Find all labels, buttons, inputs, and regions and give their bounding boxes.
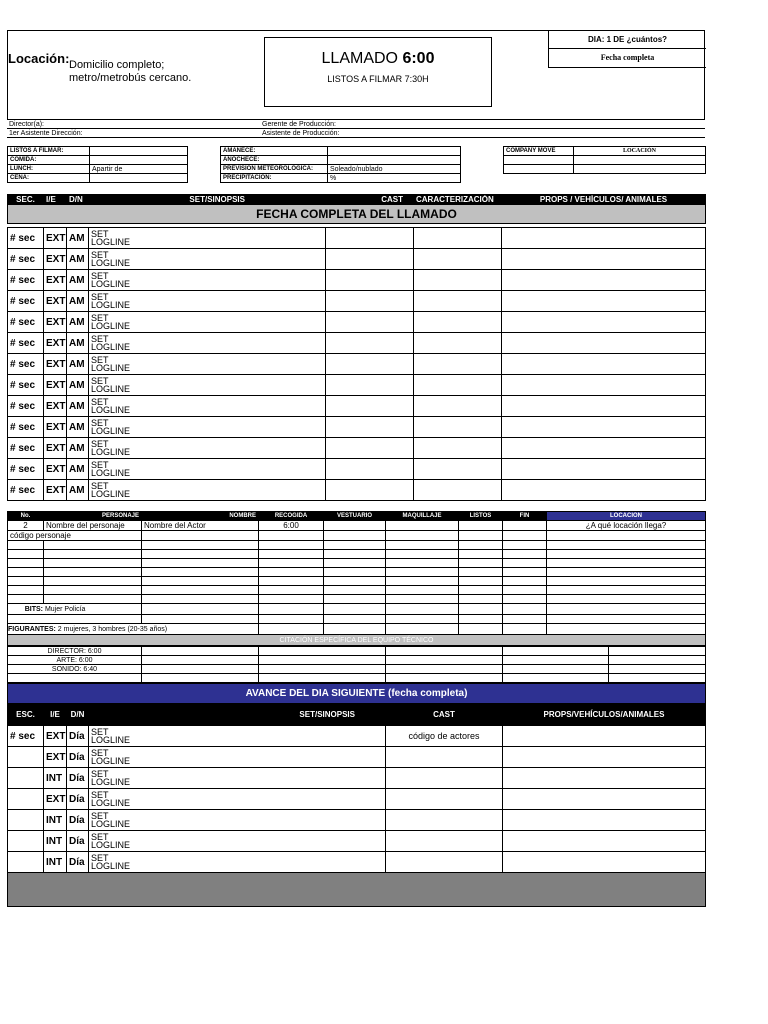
- scenes-banner: FECHA COMPLETA DEL LLAMADO: [8, 205, 706, 224]
- meal-label: COMIDA:: [8, 156, 90, 165]
- scene-sec: # sec: [8, 312, 44, 333]
- meal-times-table: [7, 146, 188, 183]
- next-scene-set: SET: [91, 853, 109, 863]
- sunset-label: ANOCHECE:: [221, 156, 328, 165]
- scene-row: [8, 459, 706, 480]
- scene-logline: LOGLINE: [91, 447, 131, 457]
- next-scene-props: [503, 831, 706, 852]
- tech-row: [8, 656, 706, 665]
- scene-synopsis: [89, 228, 326, 249]
- extras-value: 2 mujeres, 3 hombres (20-35 años): [57, 625, 168, 633]
- next-scene-props: [503, 747, 706, 768]
- next-scene-cast: [386, 789, 503, 810]
- scene-logline: LOGLINE: [91, 342, 131, 352]
- bits-label: BITS:: [24, 605, 43, 613]
- next-scene-ie: EXT: [44, 789, 67, 810]
- next-rows: [8, 726, 706, 873]
- extras-row: [8, 624, 706, 635]
- scene-cast: [326, 228, 414, 249]
- scene-props: [502, 417, 706, 438]
- next-scene-set: SET: [91, 769, 109, 779]
- next-scene-sec: [8, 747, 44, 768]
- call-title: [265, 50, 491, 68]
- next-scene-row: [8, 726, 706, 747]
- scene-makeup: [414, 312, 502, 333]
- next-col-cast: CAST: [386, 704, 503, 726]
- next-scene-synopsis: [89, 726, 386, 747]
- scene-sec: # sec: [8, 270, 44, 291]
- date-label: Fecha completa: [600, 53, 655, 62]
- next-scene-ie: INT: [44, 810, 67, 831]
- next-scene-set: SET: [91, 832, 109, 842]
- director-label: Director(a):: [7, 120, 260, 129]
- scene-makeup: [414, 291, 502, 312]
- cast-empty-row: [8, 541, 706, 550]
- scene-props: [502, 249, 706, 270]
- next-scene-cast: código de actores: [386, 726, 503, 747]
- col-dn: D/N: [67, 195, 89, 205]
- next-scene-set: SET: [91, 748, 109, 758]
- scene-cast: [326, 291, 414, 312]
- location-line-2: metro/metrobús cercano.: [69, 72, 192, 84]
- lunch-label: LUNCH:: [8, 165, 90, 174]
- scene-dn: AM: [67, 312, 89, 333]
- cast-empty-row: [8, 559, 706, 568]
- cast-table: [7, 511, 706, 646]
- scene-set: SET: [91, 418, 109, 428]
- scene-row: [8, 375, 706, 396]
- next-scene-set: SET: [91, 727, 109, 737]
- next-scene-sec: [8, 810, 44, 831]
- next-scene-sec: [8, 768, 44, 789]
- scene-set: SET: [91, 355, 109, 365]
- scene-row: [8, 291, 706, 312]
- scene-cast: [326, 480, 414, 501]
- scene-dn: AM: [67, 354, 89, 375]
- next-scene-synopsis: [89, 810, 386, 831]
- cast-empty-row: [8, 550, 706, 559]
- cast-col-wardrobe: VESTUARIO: [324, 512, 386, 521]
- cast-code-row: [8, 531, 706, 541]
- scene-cast: [326, 333, 414, 354]
- forecast-label: PREVISIÓN METEOROLÓGICA:: [221, 165, 328, 174]
- scene-ie: EXT: [44, 228, 67, 249]
- scene-row: [8, 270, 706, 291]
- scene-logline: LOGLINE: [91, 279, 131, 289]
- scenes-table: [7, 194, 706, 501]
- scene-set: SET: [91, 313, 109, 323]
- scenes-banner-row: [8, 205, 706, 224]
- scene-props: [502, 333, 706, 354]
- production-assistant-label: Asistente de Producción:: [260, 129, 705, 138]
- next-scene-logline: LOGLINE: [91, 840, 131, 850]
- next-col-props: PROPS/VEHÍCULOS/ANIMALES: [503, 704, 706, 726]
- scene-cast: [326, 438, 414, 459]
- day-box: [548, 31, 706, 68]
- bits-row: [8, 604, 706, 615]
- call-title-prefix: LLAMADO: [321, 50, 403, 67]
- company-move-label: COMPANY MOVE: [504, 147, 574, 156]
- scene-props: [502, 396, 706, 417]
- scene-cast: [326, 417, 414, 438]
- next-scene-cast: [386, 810, 503, 831]
- scene-props: [502, 459, 706, 480]
- cast-col-character: PERSONAJE: [44, 512, 142, 521]
- scene-props: [502, 438, 706, 459]
- next-scene-set: SET: [91, 811, 109, 821]
- next-scene-dn: Día: [67, 789, 89, 810]
- scene-row: [8, 396, 706, 417]
- scene-row: [8, 438, 706, 459]
- col-makeup: CARACTERIZACIÓN: [414, 195, 502, 205]
- next-scene-logline: LOGLINE: [91, 798, 131, 808]
- next-scene-dn: Día: [67, 726, 89, 747]
- next-scene-props: [503, 789, 706, 810]
- day-label: DIA: 1 DE ¿cuántos?: [549, 31, 706, 49]
- scene-dn: AM: [67, 459, 89, 480]
- scene-sec: # sec: [8, 228, 44, 249]
- scene-rows: [8, 228, 706, 501]
- first-ad-label: 1er Asistente Dirección:: [7, 129, 260, 138]
- dinner-label: CENA:: [8, 174, 90, 183]
- next-scene-synopsis: [89, 768, 386, 789]
- next-scene-props: [503, 768, 706, 789]
- scene-ie: EXT: [44, 270, 67, 291]
- scenes-header-row: [8, 195, 706, 205]
- next-scene-sec: # sec: [8, 726, 44, 747]
- scene-set: SET: [91, 292, 109, 302]
- scene-logline: LOGLINE: [91, 426, 131, 436]
- scene-props: [502, 312, 706, 333]
- next-scene-props: [503, 852, 706, 873]
- scene-props: [502, 354, 706, 375]
- scene-synopsis: [89, 438, 326, 459]
- call-sheet: [7, 30, 705, 907]
- next-scene-cast: [386, 768, 503, 789]
- scene-sec: # sec: [8, 249, 44, 270]
- scene-sec: # sec: [8, 459, 44, 480]
- scene-ie: EXT: [44, 354, 67, 375]
- cast-code: código personaje: [8, 531, 142, 541]
- next-scene-cast: [386, 852, 503, 873]
- scene-synopsis: [89, 333, 326, 354]
- scene-dn: AM: [67, 333, 89, 354]
- cast-character: Nombre del personaje: [44, 521, 142, 531]
- scene-sec: # sec: [8, 417, 44, 438]
- col-sec: SEC.: [8, 195, 44, 205]
- next-scene-dn: Día: [67, 810, 89, 831]
- next-scene-row: [8, 852, 706, 873]
- scene-set: SET: [91, 376, 109, 386]
- scene-makeup: [414, 333, 502, 354]
- scene-dn: AM: [67, 270, 89, 291]
- scene-sec: # sec: [8, 354, 44, 375]
- scene-set: SET: [91, 334, 109, 344]
- next-scene-logline: LOGLINE: [91, 756, 131, 766]
- next-scene-row: [8, 789, 706, 810]
- next-scene-ie: EXT: [44, 726, 67, 747]
- scene-cast: [326, 312, 414, 333]
- scene-sec: # sec: [8, 396, 44, 417]
- cast-location: ¿A qué locación llega?: [547, 521, 706, 531]
- scene-synopsis: [89, 270, 326, 291]
- scene-logline: LOGLINE: [91, 258, 131, 268]
- next-scene-logline: LOGLINE: [91, 777, 131, 787]
- scene-makeup: [414, 375, 502, 396]
- bits-value: Mujer Policía: [44, 605, 86, 613]
- col-cast: CAST: [326, 195, 414, 205]
- scene-dn: AM: [67, 249, 89, 270]
- next-scene-logline: LOGLINE: [91, 861, 131, 871]
- next-scene-synopsis: [89, 747, 386, 768]
- next-col-esc: ESC.: [8, 704, 44, 726]
- location-value: [69, 59, 191, 85]
- scene-ie: EXT: [44, 396, 67, 417]
- next-scene-row: [8, 831, 706, 852]
- scene-props: [502, 291, 706, 312]
- next-scene-ie: EXT: [44, 747, 67, 768]
- next-scene-sec: [8, 789, 44, 810]
- footer-bar: [8, 873, 706, 907]
- scene-dn: AM: [67, 480, 89, 501]
- scene-cast: [326, 375, 414, 396]
- scene-set: SET: [91, 271, 109, 281]
- company-location-label: LOCACIÓN: [574, 147, 706, 156]
- scene-makeup: [414, 480, 502, 501]
- scene-row: [8, 417, 706, 438]
- next-scene-props: [503, 810, 706, 831]
- sunrise-label: AMANECE:: [221, 147, 328, 156]
- times-block: [7, 146, 705, 188]
- next-scene-logline: LOGLINE: [91, 819, 131, 829]
- cast-col-no: No.: [8, 512, 44, 521]
- scene-synopsis: [89, 375, 326, 396]
- scene-ie: EXT: [44, 438, 67, 459]
- scene-dn: AM: [67, 291, 89, 312]
- weather-table: [220, 146, 461, 183]
- cast-row: [8, 521, 706, 531]
- rain-value: %: [328, 174, 461, 183]
- scene-synopsis: [89, 291, 326, 312]
- scene-set: SET: [91, 397, 109, 407]
- location-label: Locación:: [8, 51, 70, 66]
- ready-label: LISTOS A FILMAR:: [8, 147, 90, 156]
- next-scene-set: SET: [91, 790, 109, 800]
- scene-ie: EXT: [44, 312, 67, 333]
- col-props: PROPS / VEHÍCULOS/ ANIMALES: [502, 195, 706, 205]
- scene-sec: # sec: [8, 333, 44, 354]
- scene-ie: EXT: [44, 333, 67, 354]
- scene-cast: [326, 354, 414, 375]
- scene-makeup: [414, 354, 502, 375]
- tech-label: ARTE: 6:00: [8, 656, 142, 665]
- col-synopsis: SET/SINOPSIS: [89, 195, 326, 205]
- scene-logline: LOGLINE: [91, 405, 131, 415]
- scene-dn: AM: [67, 375, 89, 396]
- scene-dn: AM: [67, 438, 89, 459]
- next-scene-props: [503, 726, 706, 747]
- tech-label: DIRECTOR: 6:00: [8, 647, 142, 656]
- header-block: [7, 30, 705, 119]
- scene-makeup: [414, 396, 502, 417]
- cast-empty-row: [8, 577, 706, 586]
- cast-no: 2: [8, 521, 44, 531]
- cast-actor: Nombre del Actor: [142, 521, 259, 531]
- next-scene-cast: [386, 831, 503, 852]
- scene-row: [8, 333, 706, 354]
- scene-set: SET: [91, 439, 109, 449]
- next-scene-ie: INT: [44, 768, 67, 789]
- cast-col-end: FIN: [503, 512, 547, 521]
- scene-logline: LOGLINE: [91, 300, 131, 310]
- next-scene-synopsis: [89, 831, 386, 852]
- next-scene-sec: [8, 831, 44, 852]
- tech-row: [8, 665, 706, 674]
- scene-row: [8, 228, 706, 249]
- next-day-banner-row: [8, 684, 706, 704]
- next-scene-row: [8, 747, 706, 768]
- next-scene-synopsis: [89, 789, 386, 810]
- scene-ie: EXT: [44, 480, 67, 501]
- production-manager-label: Gerente de Producción:: [260, 120, 705, 129]
- next-scene-logline: LOGLINE: [91, 735, 131, 745]
- next-scene-synopsis: [89, 852, 386, 873]
- next-day-table: [7, 683, 706, 907]
- scene-makeup: [414, 438, 502, 459]
- scene-logline: LOGLINE: [91, 384, 131, 394]
- cast-col-name: NOMBRE: [142, 512, 259, 521]
- cast-header-row: [8, 512, 706, 521]
- tech-banner: CITACIÓN ESPECÍFICA DEL EQUIPO TÉCNICO: [8, 635, 706, 646]
- scene-synopsis: [89, 354, 326, 375]
- cast-empty-row: [8, 568, 706, 577]
- crew-table: [7, 119, 705, 138]
- ready-to-film: LISTOS A FILMAR 7:30H: [327, 74, 429, 84]
- scene-synopsis: [89, 312, 326, 333]
- scene-logline: LOGLINE: [91, 363, 131, 373]
- next-scene-ie: INT: [44, 852, 67, 873]
- scene-props: [502, 228, 706, 249]
- cast-col-pickup: RECOGIDA: [259, 512, 324, 521]
- scene-dn: AM: [67, 396, 89, 417]
- scene-sec: # sec: [8, 438, 44, 459]
- scene-dn: AM: [67, 417, 89, 438]
- next-col-ie: I/E: [44, 704, 67, 726]
- scene-synopsis: [89, 396, 326, 417]
- scene-synopsis: [89, 249, 326, 270]
- cast-col-location: LOCACIÓN: [547, 512, 706, 521]
- scene-set: SET: [91, 229, 109, 239]
- cast-col-makeup: MAQUILLAJE: [386, 512, 459, 521]
- scene-makeup: [414, 228, 502, 249]
- scene-logline: LOGLINE: [91, 321, 131, 331]
- tech-rows: [8, 647, 706, 674]
- next-scene-dn: Día: [67, 768, 89, 789]
- scene-synopsis: [89, 480, 326, 501]
- scene-sec: # sec: [8, 480, 44, 501]
- next-col-dn: D/N: [67, 704, 89, 726]
- call-box: [264, 37, 492, 107]
- next-scene-dn: Día: [67, 852, 89, 873]
- next-scene-ie: INT: [44, 831, 67, 852]
- scene-synopsis: [89, 459, 326, 480]
- scene-makeup: [414, 249, 502, 270]
- scene-ie: EXT: [44, 375, 67, 396]
- scene-row: [8, 249, 706, 270]
- scene-ie: EXT: [44, 249, 67, 270]
- next-day-banner: AVANCE DEL DIA SIGUIENTE (fecha completa): [8, 684, 706, 704]
- next-scene-sec: [8, 852, 44, 873]
- col-ie: I/E: [44, 195, 67, 205]
- scene-sec: # sec: [8, 375, 44, 396]
- scene-props: [502, 375, 706, 396]
- scene-makeup: [414, 417, 502, 438]
- next-scene-dn: Día: [67, 747, 89, 768]
- cast-empty-row: [8, 586, 706, 595]
- scene-ie: EXT: [44, 291, 67, 312]
- scene-ie: EXT: [44, 417, 67, 438]
- scene-makeup: [414, 459, 502, 480]
- scene-row: [8, 480, 706, 501]
- scene-sec: # sec: [8, 291, 44, 312]
- forecast-value: Soleado/nublado: [328, 165, 461, 174]
- scene-row: [8, 354, 706, 375]
- next-scene-cast: [386, 747, 503, 768]
- rain-label: PRECIPITACIÓN:: [221, 174, 328, 183]
- scene-set: SET: [91, 481, 109, 491]
- scene-cast: [326, 396, 414, 417]
- call-time: 6:00: [402, 50, 435, 67]
- next-scene-row: [8, 810, 706, 831]
- extras-label: FIGURANTES:: [8, 625, 56, 633]
- scene-props: [502, 480, 706, 501]
- next-scene-dn: Día: [67, 831, 89, 852]
- scene-logline: LOGLINE: [91, 489, 131, 499]
- tech-banner-row: [8, 635, 706, 646]
- cast-pickup: 6:00: [259, 521, 324, 531]
- tech-label: SONIDO: 6:40: [8, 665, 142, 674]
- scene-logline: LOGLINE: [91, 237, 131, 247]
- scene-makeup: [414, 270, 502, 291]
- scene-cast: [326, 270, 414, 291]
- scene-set: SET: [91, 460, 109, 470]
- scene-logline: LOGLINE: [91, 468, 131, 478]
- tech-row: [8, 647, 706, 656]
- scene-ie: EXT: [44, 459, 67, 480]
- scene-set: SET: [91, 250, 109, 260]
- scene-dn: AM: [67, 228, 89, 249]
- cast-empty-row: [8, 595, 706, 604]
- cast-empty-rows: [8, 541, 706, 604]
- next-col-synopsis: SET/SINOPSIS: [89, 704, 386, 726]
- company-move-table: [503, 146, 706, 174]
- lunch-value: Apartir de: [90, 165, 188, 174]
- location-line-1: Domicilio completo;: [69, 59, 165, 71]
- scene-cast: [326, 459, 414, 480]
- next-header-row: [8, 704, 706, 726]
- scene-synopsis: [89, 417, 326, 438]
- tech-table: [7, 646, 706, 683]
- next-scene-row: [8, 768, 706, 789]
- scene-row: [8, 312, 706, 333]
- scene-props: [502, 270, 706, 291]
- scene-cast: [326, 249, 414, 270]
- cast-col-ready: LISTOS: [459, 512, 503, 521]
